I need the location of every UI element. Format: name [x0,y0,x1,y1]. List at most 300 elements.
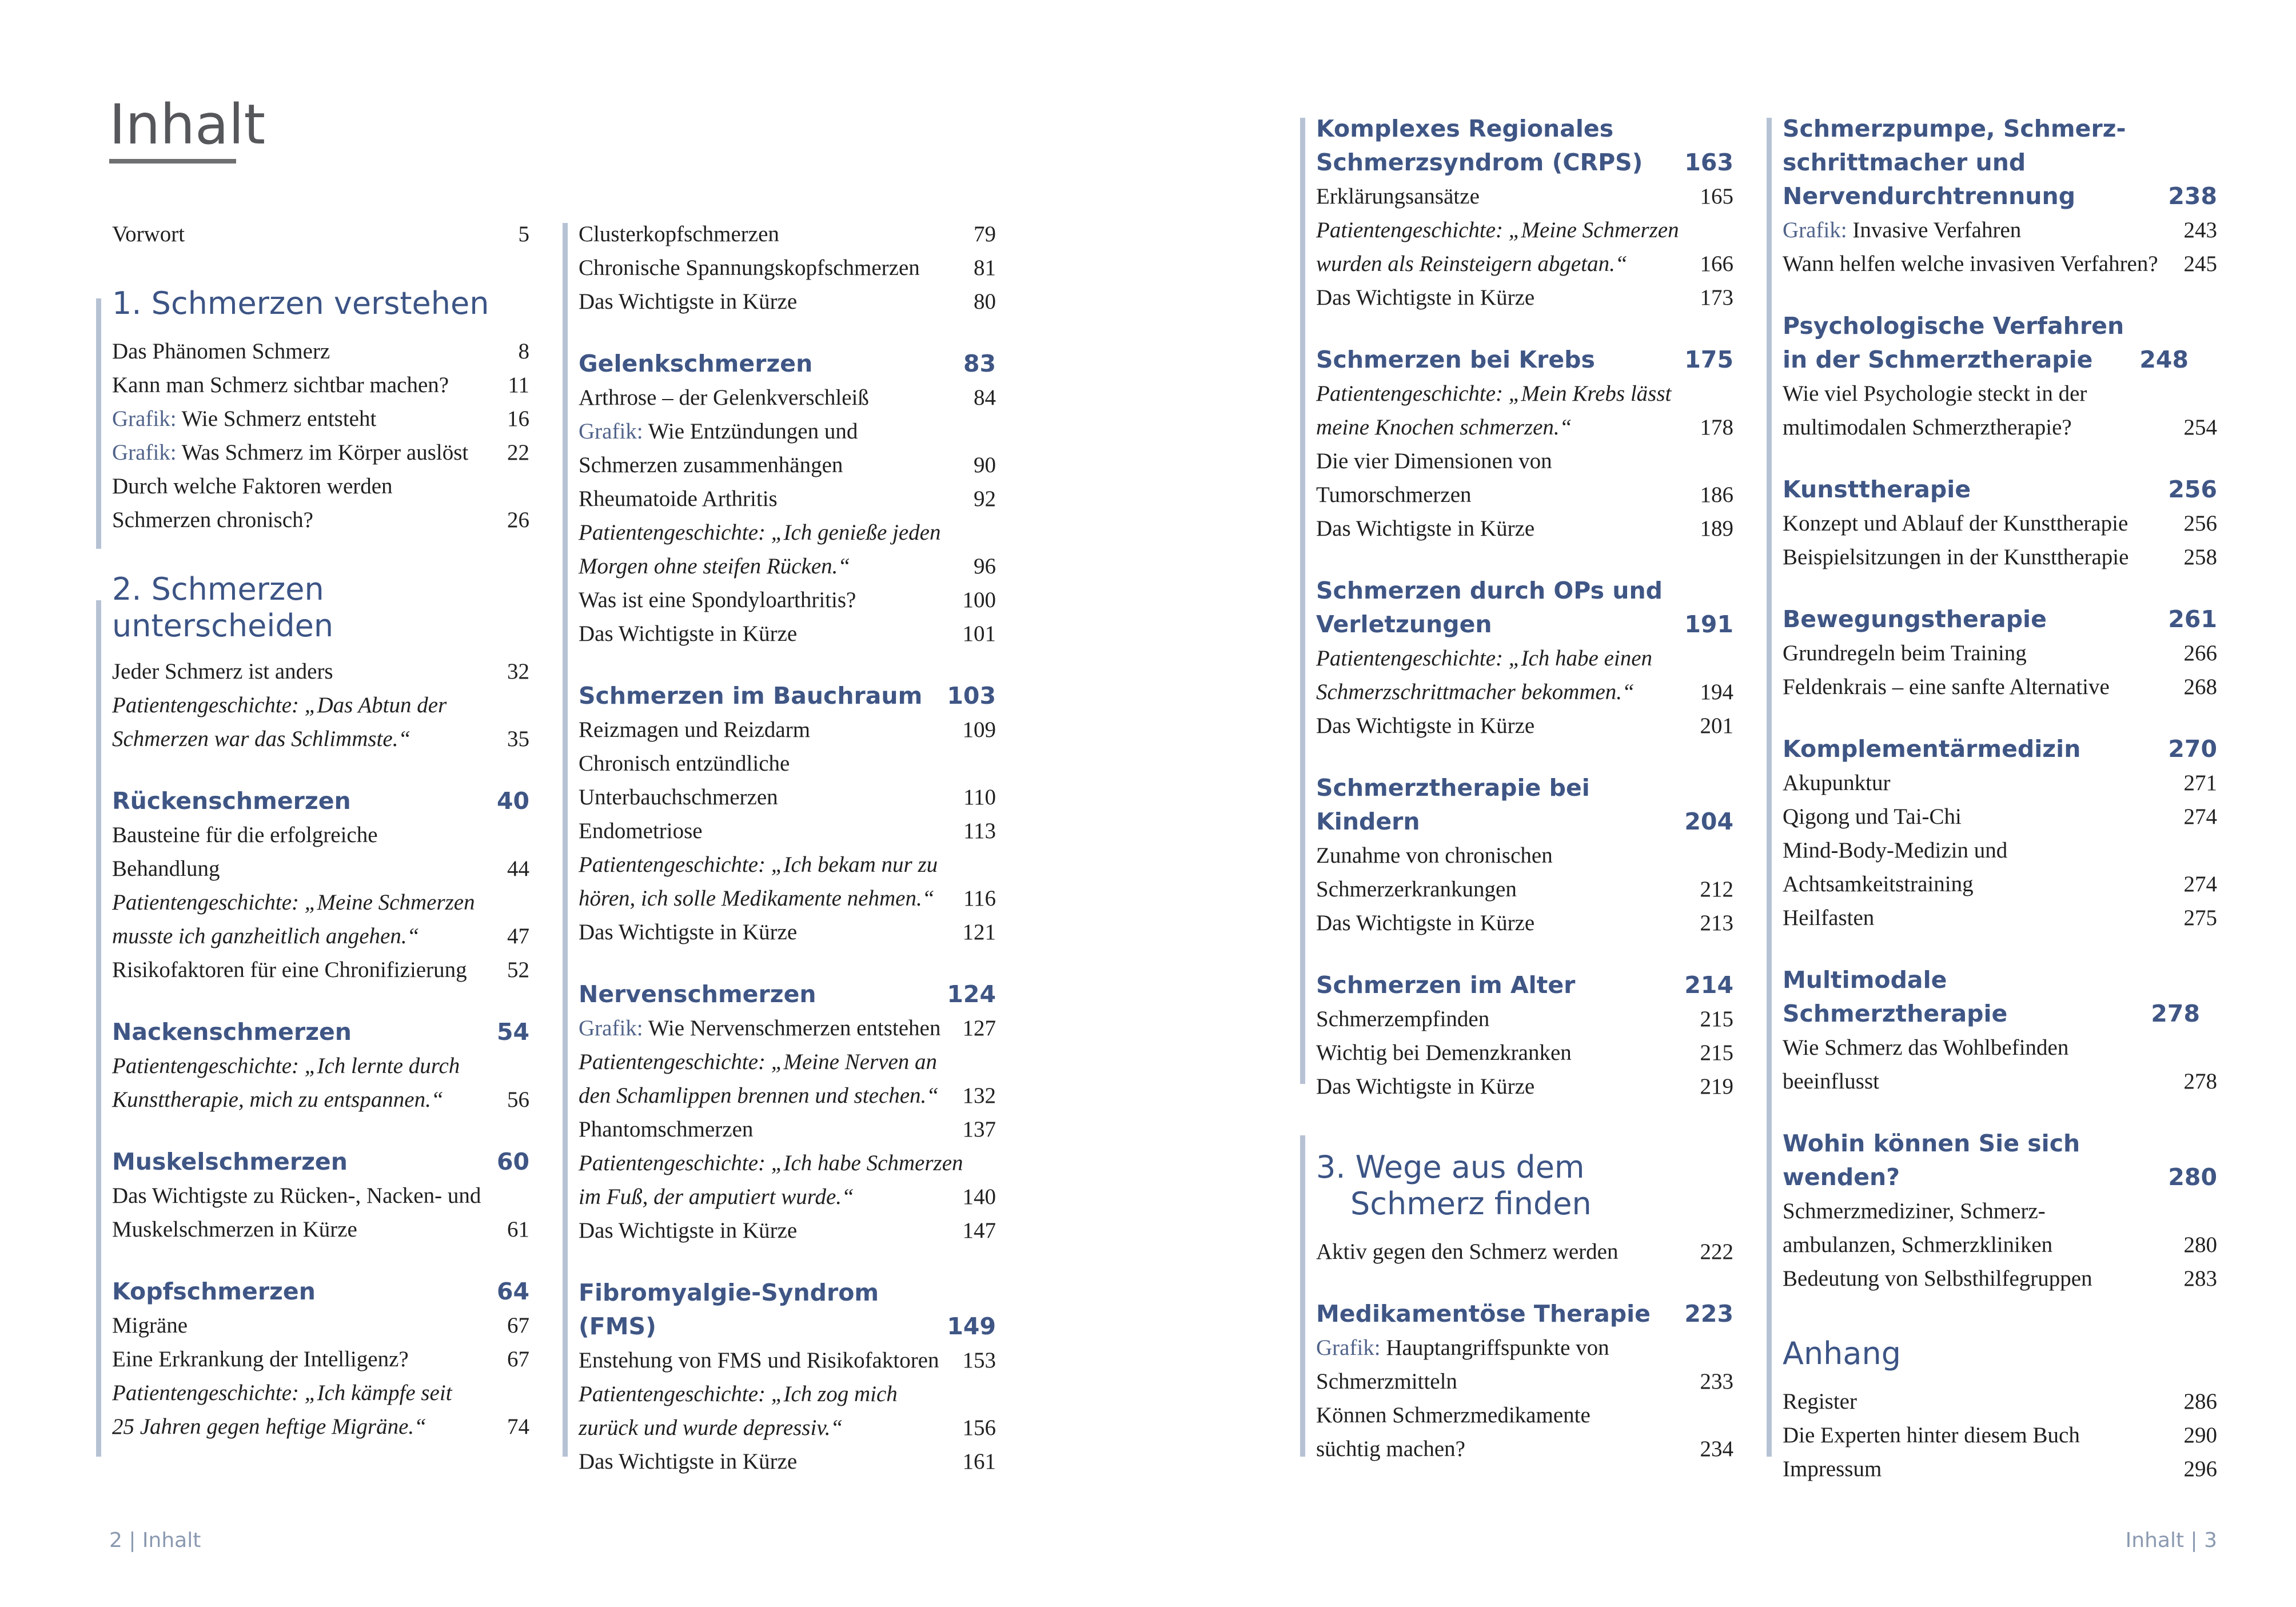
page-number: 286 [2183,1389,2217,1414]
toc-entry[interactable] [579,482,996,516]
page-number: 110 [963,785,996,810]
page-number: 165 [1700,184,1733,209]
page-number: 215 [1700,1040,1733,1065]
toc-list [579,217,996,318]
page-number: 194 [1700,680,1733,704]
entry-text: Schmerzen zusammenhängen [579,453,843,477]
toc-list [1316,377,1733,545]
toc-list [1783,766,2217,935]
toc-entry[interactable] [1316,444,1733,478]
toc-entry[interactable] [579,814,996,848]
page-number: 127 [962,1016,996,1040]
page-number: 11 [508,373,529,397]
entry-text: Können Schmerzmedikamente [1316,1403,1591,1427]
entry-text: zurück und wurde depressiv.“ [579,1415,843,1440]
toc-entry[interactable] [579,882,996,915]
chapter-heading[interactable]: Medikamentöse Therapie 223 [1316,1300,1733,1327]
toc-entry[interactable] [1316,410,1733,444]
toc-entry[interactable] [1783,1228,2217,1262]
toc-entry[interactable] [112,886,529,919]
entry-text: Wie Schmerz entsteht [176,406,377,431]
page-number: 254 [2183,415,2217,440]
entry-text: Enstehung von FMS und Risikofaktoren [579,1348,939,1373]
entry-text: Patientengeschichte: „Meine Nerven an [579,1050,938,1074]
toc-entry[interactable] [1316,1331,1733,1365]
toc-list [579,1011,996,1247]
entry-text: Aktiv gegen den Schmerz werden [1316,1239,1619,1264]
entry-text: Wie Schmerz das Wohlbefinden [1783,1035,2069,1060]
entry-text: Kann man Schmerz sichtbar machen? [112,373,449,397]
chapter-heading[interactable]: Rückenschmerzen 40 [112,787,529,815]
grafik-label: Grafik: [579,419,643,444]
toc-entry[interactable] [579,1112,996,1146]
entry-text: wurden als Reinsteigern abgetan.“ [1316,252,1628,276]
entry-text: Wann helfen welche invasiven Verfahren? [1783,252,2158,276]
page-number: 178 [1700,415,1733,440]
entry-text: Das Wichtigste in Kürze [1316,285,1535,310]
toc-entry[interactable] [579,583,996,617]
toc-entry[interactable] [1316,675,1733,709]
toc-entry[interactable] [579,549,996,583]
toc-entry[interactable] [579,617,996,651]
entry-text: Wie Entzündungen und [643,419,858,444]
page-number: 219 [1700,1074,1733,1099]
page-number: 161 [962,1449,996,1474]
entry-text: Eine Erkrankung der Intelligenz? [112,1347,409,1371]
page-number: 201 [1700,713,1733,738]
entry-text: Das Wichtigste in Kürze [579,1449,798,1474]
page-number: 213 [1700,911,1733,935]
entry-text: Das Phänomen Schmerz [112,339,330,364]
entry-text: Register [1783,1389,1857,1414]
toc-list [1316,1331,1733,1466]
toc-list [112,1049,529,1116]
title-underline [109,159,236,164]
entry-text: Die Experten hinter diesem Buch [1783,1423,2080,1448]
toc-list [112,818,529,987]
toc-entry[interactable] [1316,1036,1733,1070]
page-number: 189 [1700,516,1733,541]
chapter-heading[interactable]: Gelenkschmerzen 83 [579,350,996,377]
chapter-heading-cont[interactable]: Verletzungen 191 [1316,611,1733,638]
page-number: 47 [507,924,529,948]
chapter-heading[interactable]: Kunsttherapie 256 [1783,476,2217,503]
page-number: 266 [2183,641,2217,665]
entry-text: Kunsttherapie, mich zu entspannen.“ [112,1087,444,1112]
chapter-heading[interactable]: Schmerzen bei Krebs 175 [1316,346,1733,373]
toc-entry[interactable] [112,1213,529,1246]
chapter-heading[interactable]: Komplementärmedizin 270 [1783,735,2217,763]
toc-entry[interactable] [1783,1418,2217,1452]
toc-entry[interactable] [1316,839,1733,872]
toc-entry[interactable] [112,503,529,537]
page-number: 233 [1700,1369,1733,1394]
toc-entry[interactable] [579,848,996,882]
toc-list [112,1309,529,1443]
toc-entry[interactable] [1783,1194,2217,1228]
entry-text: Akupunktur [1783,771,1891,795]
toc-entry[interactable] [1316,1398,1733,1432]
page-number: 212 [1700,877,1733,902]
entry-text: Das Wichtigste in Kürze [579,920,798,944]
toc-entry[interactable] [1316,377,1733,410]
toc-entry[interactable] [579,1445,996,1478]
grafik-label: Grafik: [1316,1335,1381,1360]
toc-entry[interactable] [1783,901,2217,935]
chapter-heading-cont[interactable]: schrittmacher und [1783,149,2026,176]
toc-entry[interactable] [112,919,529,953]
entry-text: Chronisch entzündliche [579,751,790,776]
page-number: 153 [962,1348,996,1373]
toc-entry[interactable] [1783,766,2217,800]
page-number: 215 [1700,1007,1733,1031]
entry-text: Schmerzen war das Schlimmste.“ [112,727,411,751]
toc-entry[interactable] [579,448,996,482]
toc-entry[interactable] [579,1146,996,1180]
chapter-heading[interactable]: Bewegungstherapie 261 [1783,605,2217,633]
entry-text: Das Wichtigste in Kürze [1316,713,1535,738]
toc-entry[interactable] [1316,1432,1733,1466]
toc-entry[interactable] [1316,281,1733,314]
toc-list [112,655,529,756]
toc-list [1783,636,2217,704]
toc-list [1783,213,2217,281]
toc-entry[interactable] [1316,1235,1733,1269]
entry-text: ambulanzen, Schmerzkliniken [1783,1233,2053,1257]
grafik-label: Grafik: [1783,218,1847,242]
page-folio: 2 | Inhalt [109,1529,201,1552]
toc-list [579,381,996,651]
entry-text: Reizmagen und Reizdarm [579,717,811,742]
page-number: 275 [2183,906,2217,930]
grafik-label: Grafik: [579,1016,643,1040]
toc-entry[interactable] [112,818,529,852]
entry-text: Erklärungsansätze [1316,184,1480,209]
toc-entry[interactable] [1316,478,1733,512]
toc-entry[interactable] [1316,872,1733,906]
chapter-heading[interactable]: Multimodale Schmerztherapie 278 [1783,966,2200,1027]
toc-entry[interactable] [1316,180,1733,213]
toc-entry[interactable] [112,1083,529,1116]
entry-text: Patientengeschichte: „Ich bekam nur zu [579,852,938,877]
page-title: Inhalt [109,93,266,157]
toc-entry[interactable] [112,655,529,688]
entry-text: Das Wichtigste in Kürze [579,1218,798,1243]
chapter-heading[interactable]: Schmerzen im Alter 214 [1316,971,1733,999]
toc-entry[interactable] [579,1180,996,1214]
toc-entry[interactable] [1316,213,1733,247]
toc-entry[interactable] [1783,1064,2217,1098]
page-number: 296 [2183,1457,2217,1481]
page-number: 100 [962,588,996,612]
entry-text: beeinflusst [1783,1069,1879,1094]
toc-entry[interactable] [1316,1365,1733,1398]
toc-entry[interactable] [579,1343,996,1377]
page-number: 92 [974,487,996,511]
chapter-heading[interactable]: Kopfschmerzen 64 [112,1278,529,1305]
entry-text: 25 Jahren gegen heftige Migräne.“ [112,1414,426,1439]
entry-text: multimodalen Schmerztherapie? [1783,415,2072,440]
chapter-heading[interactable]: Nackenschmerzen 54 [112,1018,529,1046]
toc-entry[interactable] [1783,410,2217,444]
entry-text: Muskelschmerzen in Kürze [112,1217,357,1242]
page-number: 147 [962,1218,996,1243]
page-number: 74 [507,1414,529,1439]
page-number: 96 [974,554,996,579]
page-number: 16 [507,406,529,431]
right-page [1148,0,2296,1607]
entry-text: Hauptangriffspunkte von [1380,1335,1609,1360]
page-number: 234 [1700,1437,1733,1461]
entry-text: Schmerzen chronisch? [112,508,313,532]
toc-entry[interactable] [579,1045,996,1079]
entry-text: Das Wichtigste in Kürze [1316,1074,1535,1099]
toc-list [1783,1194,2217,1295]
chapter-heading[interactable]: Schmerzpumpe, Schmerz- [1783,115,2126,142]
entry-text: Risikofaktoren für eine Chronifizierung [112,958,467,982]
toc-entry[interactable] [112,1179,529,1213]
entry-text: Patientengeschichte: „Meine Schmerzen [112,890,475,915]
page-number: 156 [962,1415,996,1440]
toc-entry[interactable] [579,1011,996,1045]
page-number: 52 [507,958,529,982]
chapter-heading[interactable]: Schmerztherapie bei Kindern 204 [1316,774,1733,835]
page-number: 67 [507,1313,529,1338]
entry-text: Patientengeschichte: „Meine Schmerzen [1316,218,1679,242]
page-number: 258 [2183,545,2217,569]
toc-entry[interactable] [1783,1452,2217,1486]
toc-entry[interactable] [1783,247,2217,281]
page-number: 186 [1700,483,1733,507]
toc-entry[interactable] [579,381,996,414]
entry-text: Das Wichtigste in Kürze [1316,911,1535,935]
entry-text: Grundregeln beim Training [1783,641,2027,665]
toc-list [112,334,529,537]
chapter-heading-cont[interactable]: Nervendurchtrennung 238 [1783,182,2217,210]
page-number: 44 [507,856,529,881]
toc-entry[interactable] [1316,247,1733,281]
toc-entry[interactable] [579,1411,996,1445]
entry-text: Bausteine für die erfolgreiche [112,823,378,847]
toc-entry[interactable] [579,915,996,949]
toc-entry[interactable] [579,516,996,549]
page-number: 245 [2183,252,2217,276]
page-number: 8 [518,339,529,364]
page-number: 113 [963,819,996,843]
entry-text: Jeder Schmerz ist anders [112,659,333,684]
entry-text: Migräne [112,1313,188,1338]
toc-entry[interactable] [112,334,529,368]
toc-list [1316,1235,1733,1269]
entry-text: Zunahme von chronischen [1316,843,1553,868]
toc-entry[interactable] [1783,1031,2217,1064]
entry-text: Wichtig bei Demenzkranken [1316,1040,1572,1065]
toc-entry[interactable] [1316,709,1733,743]
chapter-heading[interactable]: Wohin können Sie sich wenden? 280 [1783,1130,2217,1191]
chapter-heading[interactable]: Komplexes Regionales [1316,115,1614,142]
part-heading-cont[interactable]: Schmerz finden [1350,1186,1592,1222]
entry-text: Patientengeschichte: „Ich zog mich [579,1382,898,1406]
entry-text: Schmerzerkrankungen [1316,877,1517,902]
toc-entry[interactable] [1783,867,2217,901]
toc-entry[interactable] [579,1079,996,1112]
toc-entry[interactable] [1783,834,2217,867]
page-number: 166 [1700,252,1733,276]
chapter-heading[interactable]: Fibromyalgie-Syndrom (FMS) 149 [579,1279,996,1340]
toc-column-1 [95,217,529,1443]
entry-text: Chronische Spannungskopfschmerzen [579,256,920,280]
toc-column-3 [1299,112,1733,1466]
entry-text: Patientengeschichte: „Ich genieße jeden [579,520,941,545]
toc-entry[interactable] [579,285,996,318]
entry-text: Das Wichtigste in Kürze [579,621,798,646]
entry-text: Heilfasten [1783,906,1875,930]
page-number: 173 [1700,285,1733,310]
toc-entry[interactable] [112,1049,529,1083]
entry-text: Durch welche Faktoren werden [112,474,393,499]
page-number: 243 [2183,218,2217,242]
page-number: 79 [974,222,996,246]
toc-entry[interactable] [112,1376,529,1410]
toc-list [1783,1385,2217,1486]
toc-entry[interactable] [1316,1002,1733,1036]
entry-text: Patientengeschichte: „Ich habe einen [1316,646,1653,671]
toc-entry[interactable] [112,953,529,987]
toc-entry[interactable] [1783,213,2217,247]
part-heading[interactable]: 2. Schmerzen unterscheiden [112,571,334,644]
entry-text: meine Knochen schmerzen.“ [1316,415,1572,440]
page-number: 268 [2183,675,2217,699]
toc-entry[interactable] [1316,512,1733,545]
toc-entry[interactable] [579,780,996,814]
entry-text: Morgen ohne steifen Rücken.“ [579,554,851,579]
toc-entry[interactable] [1783,636,2217,670]
toc-entry[interactable]: Vorwort 5 [112,222,529,246]
toc-entry[interactable] [579,1214,996,1247]
toc-list [1316,180,1733,314]
toc-list [1783,507,2217,574]
toc-list [1783,1031,2217,1098]
toc-entry[interactable] [1783,800,2217,834]
page-number: 61 [507,1217,529,1242]
toc-entry[interactable] [579,713,996,747]
toc-entry[interactable] [112,402,529,436]
toc-entry[interactable] [112,368,529,402]
entry-text: Feldenkrais – eine sanfte Alternative [1783,675,2110,699]
toc-column-2 [561,217,996,1478]
chapter-heading[interactable]: Psychologische Verfahren [1783,312,2124,340]
chapter-heading[interactable]: Schmerzen im Bauchraum 103 [579,682,996,709]
toc-entry[interactable] [112,436,529,469]
toc-entry[interactable] [579,747,996,780]
entry-text: im Fuß, der amputiert wurde.“ [579,1185,854,1209]
entry-text: Wie Nervenschmerzen entstehen [643,1016,941,1040]
page-number: 80 [974,289,996,314]
entry-text: Beispielsitzungen in der Kunsttherapie [1783,545,2129,569]
page-number: 56 [507,1087,529,1112]
toc-list [579,713,996,949]
entry-text: Endometriose [579,819,703,843]
page-number: 101 [962,621,996,646]
toc-entry[interactable] [112,469,529,503]
page-number: 283 [2183,1266,2217,1291]
page-number: 137 [962,1117,996,1142]
chapter-heading[interactable]: Muskelschmerzen 60 [112,1148,529,1175]
entry-text: musste ich ganzheitlich angehen.“ [112,924,420,948]
toc-list [579,1343,996,1478]
entry-text: Phantomschmerzen [579,1117,754,1142]
toc-entry[interactable] [1783,377,2217,410]
toc-entry[interactable] [579,251,996,285]
toc-entry[interactable] [1783,1262,2217,1295]
entry-text: Was ist eine Spondyloarthritis? [579,588,856,612]
entry-text: süchtig machen? [1316,1437,1465,1461]
page-number: 280 [2183,1233,2217,1257]
toc-entry[interactable] [1316,1070,1733,1103]
toc-entry[interactable] [1783,1385,2217,1418]
part-heading[interactable]: 1. Schmerzen verstehen [112,285,489,321]
toc-entry[interactable] [112,852,529,886]
page-number: 278 [2183,1069,2217,1094]
toc-entry[interactable] [579,1377,996,1411]
part-heading[interactable]: Anhang [1783,1335,1901,1371]
page-number: 22 [507,440,529,465]
toc-entry[interactable] [1783,507,2217,540]
toc-column-4 [1765,112,2217,1486]
page-number: 271 [2183,771,2217,795]
entry-text: Schmerzempfinden [1316,1007,1490,1031]
toc-entry[interactable] [112,1309,529,1342]
entry-text: Behandlung [112,856,220,881]
chapter-heading-cont[interactable]: in der Schmerztherapie 248 [1783,346,2189,373]
chapter-heading[interactable]: Schmerzen durch OPs und [1316,577,1663,604]
toc-entry[interactable] [112,1342,529,1376]
toc-entry[interactable] [1783,540,2217,574]
page-number: 67 [507,1347,529,1371]
toc-entry[interactable] [112,688,529,722]
toc-entry[interactable] [1316,641,1733,675]
page-number: 26 [507,508,529,532]
toc-list [112,1179,529,1246]
entry-text: Invasive Verfahren [1847,218,2022,242]
page-number: 140 [962,1185,996,1209]
entry-text: Unterbauchschmerzen [579,785,778,810]
page-number: 256 [2183,511,2217,536]
page-number: 116 [963,886,996,911]
entry-text: Das Wichtigste in Kürze [579,289,798,314]
page-number: 81 [974,256,996,280]
toc-entry[interactable] [1316,906,1733,940]
entry-text: Achtsamkeitstraining [1783,872,1974,896]
part-heading[interactable]: 3. Wege aus dem [1316,1149,1585,1185]
chapter-heading-cont[interactable]: Schmerzsyndrom (CRPS) 163 [1316,149,1733,176]
entry-text: Rheumatoide Arthritis [579,487,778,511]
page-number: 222 [1700,1239,1733,1264]
page-number: 132 [962,1083,996,1108]
toc-entry[interactable] [112,1410,529,1443]
entry-text: Qigong und Tai-Chi [1783,804,1962,829]
chapter-heading[interactable]: Nervenschmerzen 124 [579,980,996,1008]
toc-entry[interactable] [112,722,529,756]
entry-text: Clusterkopfschmerzen [579,222,779,246]
entry-text: Schmerzschrittmacher bekommen.“ [1316,680,1635,704]
toc-entry[interactable] [579,217,996,251]
entry-text: Patientengeschichte: „Mein Krebs lässt [1316,381,1672,406]
toc-entry[interactable] [579,414,996,448]
toc-entry[interactable] [1783,670,2217,704]
entry-text: hören, ich solle Medikamente nehmen.“ [579,886,935,911]
grafik-label: Grafik: [112,440,177,465]
